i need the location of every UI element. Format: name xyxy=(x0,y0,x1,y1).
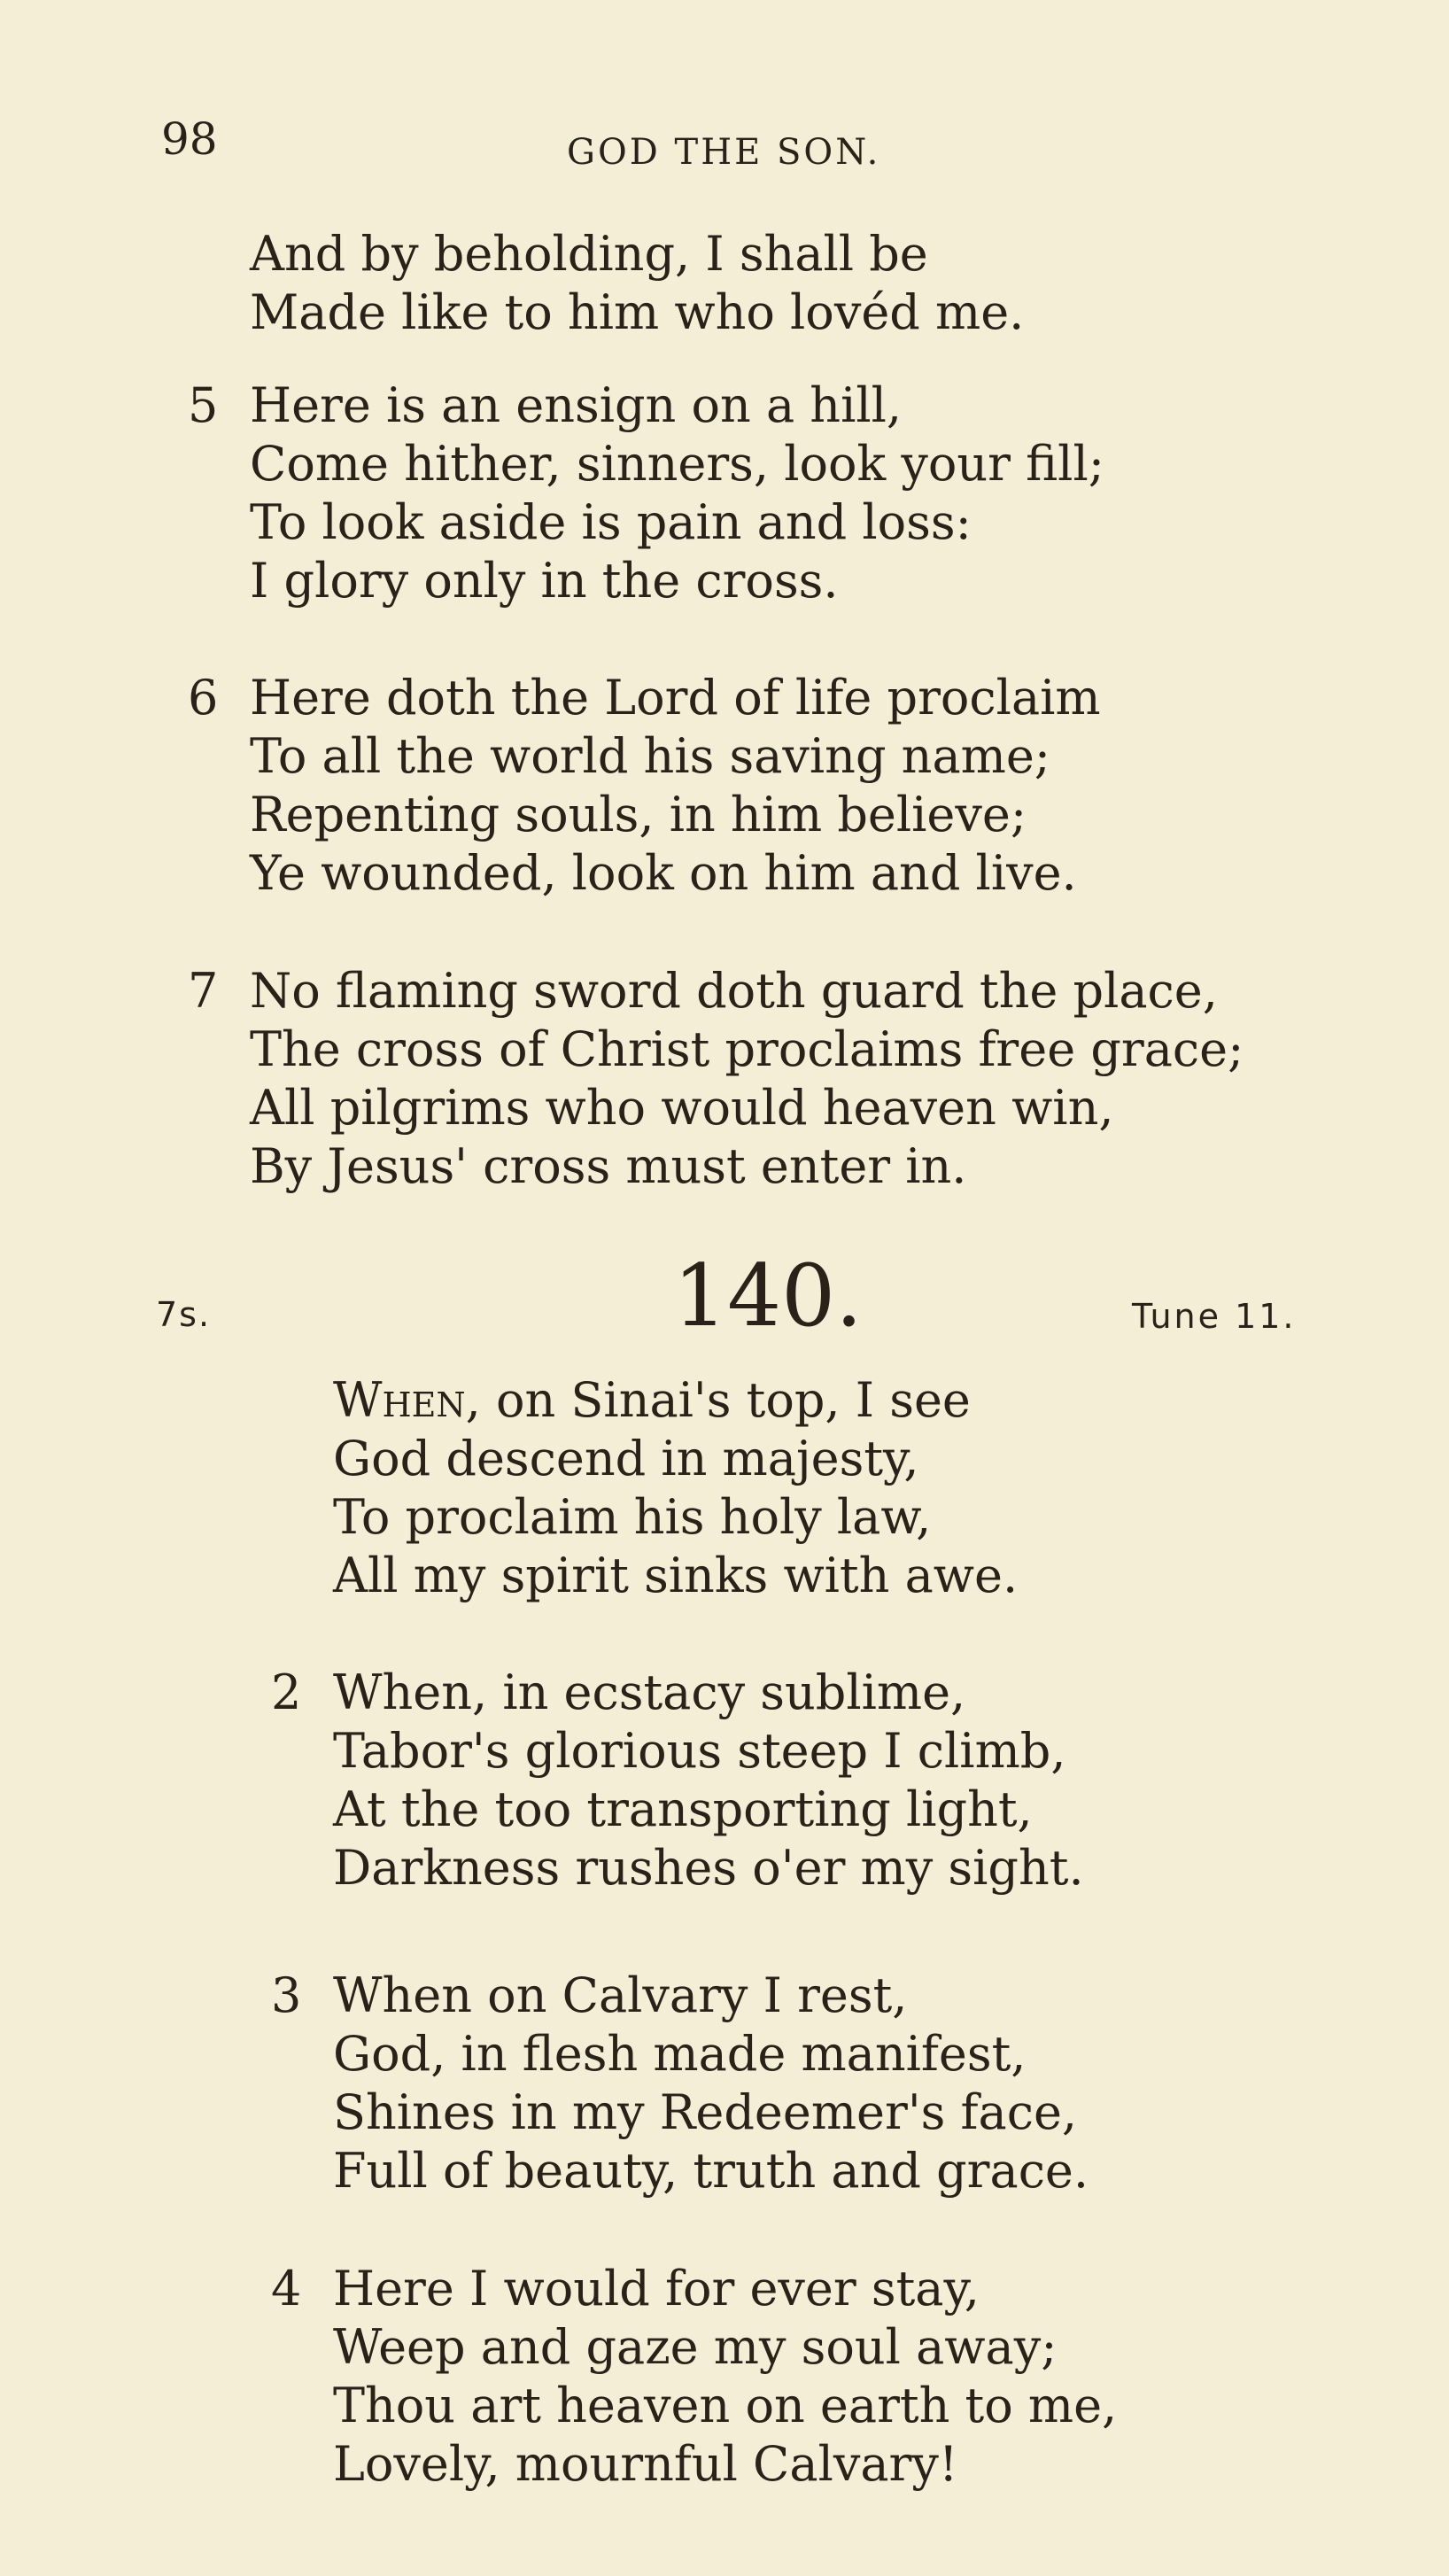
continuation-stanza xyxy=(250,225,1024,342)
verse-line: Here I would for ever stay, xyxy=(333,2261,980,2316)
verse-stanza xyxy=(333,1664,1084,1897)
verse-line: At the too transporting light, xyxy=(333,1781,1033,1837)
verse-line: Made like to him who lovéd me. xyxy=(250,284,1025,340)
verse-line: Here doth the Lord of life proclaim xyxy=(250,670,1101,725)
verse-stanza xyxy=(250,376,1104,610)
verse-number: 4 xyxy=(271,2261,302,2316)
verse-number: 7 xyxy=(188,963,219,1019)
verse-line: Tabor's glorious steep I climb, xyxy=(333,1723,1066,1779)
verse-line: Darkness rushes o'er my sight. xyxy=(333,1840,1084,1896)
verse-number: 2 xyxy=(271,1664,302,1720)
verse-line: I glory only in the cross. xyxy=(250,553,839,609)
verse-line: Come hither, sinners, look your fill; xyxy=(250,436,1104,492)
verse-line: All my spirit sinks with awe. xyxy=(333,1548,1019,1603)
verse-stanza xyxy=(333,2260,1117,2494)
verse-line: Full of beauty, truth and grace. xyxy=(333,2143,1089,2199)
verse-line: And by beholding, I shall be xyxy=(250,226,928,282)
verse-line: All pilgrims who would heaven win, xyxy=(250,1080,1114,1136)
verse-line: Ye wounded, look on him and live. xyxy=(250,845,1077,901)
verse-line: To proclaim his holy law, xyxy=(333,1489,932,1545)
verse-line: God, in flesh made manifest, xyxy=(333,2026,1027,2082)
verse-line: No flaming sword doth guard the place, xyxy=(250,963,1218,1019)
verse-line: Shines in my Redeemer's face, xyxy=(333,2084,1078,2140)
verse-line: Lovely, mournful Calvary! xyxy=(333,2436,958,2492)
first-line-rest: , on Sinai's top, I see xyxy=(465,1372,971,1428)
verse-line: Repenting souls, in him believe; xyxy=(250,787,1027,842)
hymn-meter: 7s. xyxy=(156,1295,212,1334)
verse-line: When on Calvary I rest, xyxy=(333,1967,908,2023)
verse-line: Here is an ensign on a hill, xyxy=(250,377,903,433)
verse-line: Thou art heaven on earth to me, xyxy=(333,2378,1118,2433)
verse-line: God descend in majesty, xyxy=(333,1431,919,1486)
verse-line: Weep and gaze my soul away; xyxy=(333,2319,1058,2375)
verse-number: 3 xyxy=(271,1967,302,2023)
section-title: GOD THE SON. xyxy=(567,132,881,173)
verse-line: By Jesus' cross must enter in. xyxy=(250,1138,967,1194)
verse-line: To all the world his saving name; xyxy=(250,728,1050,784)
verse-number: 5 xyxy=(188,377,219,433)
verse-line: To look aside is pain and loss: xyxy=(250,494,972,550)
tune-reference: Tune 11. xyxy=(1132,1297,1297,1336)
verse-stanza xyxy=(333,1967,1089,2200)
verse-line: When, in ecstacy sublime, xyxy=(333,1664,966,1720)
page-number: 98 xyxy=(161,113,218,165)
verse-line: The cross of Christ proclaims free grace; xyxy=(250,1021,1244,1077)
verse-stanza xyxy=(250,962,1244,1196)
verse-stanza xyxy=(333,1371,1018,1605)
hymn-number: 140. xyxy=(673,1246,863,1346)
first-word: When xyxy=(333,1372,466,1428)
verse-line xyxy=(333,1371,1018,1430)
verse-number: 6 xyxy=(188,670,219,725)
verse-stanza xyxy=(250,669,1101,903)
